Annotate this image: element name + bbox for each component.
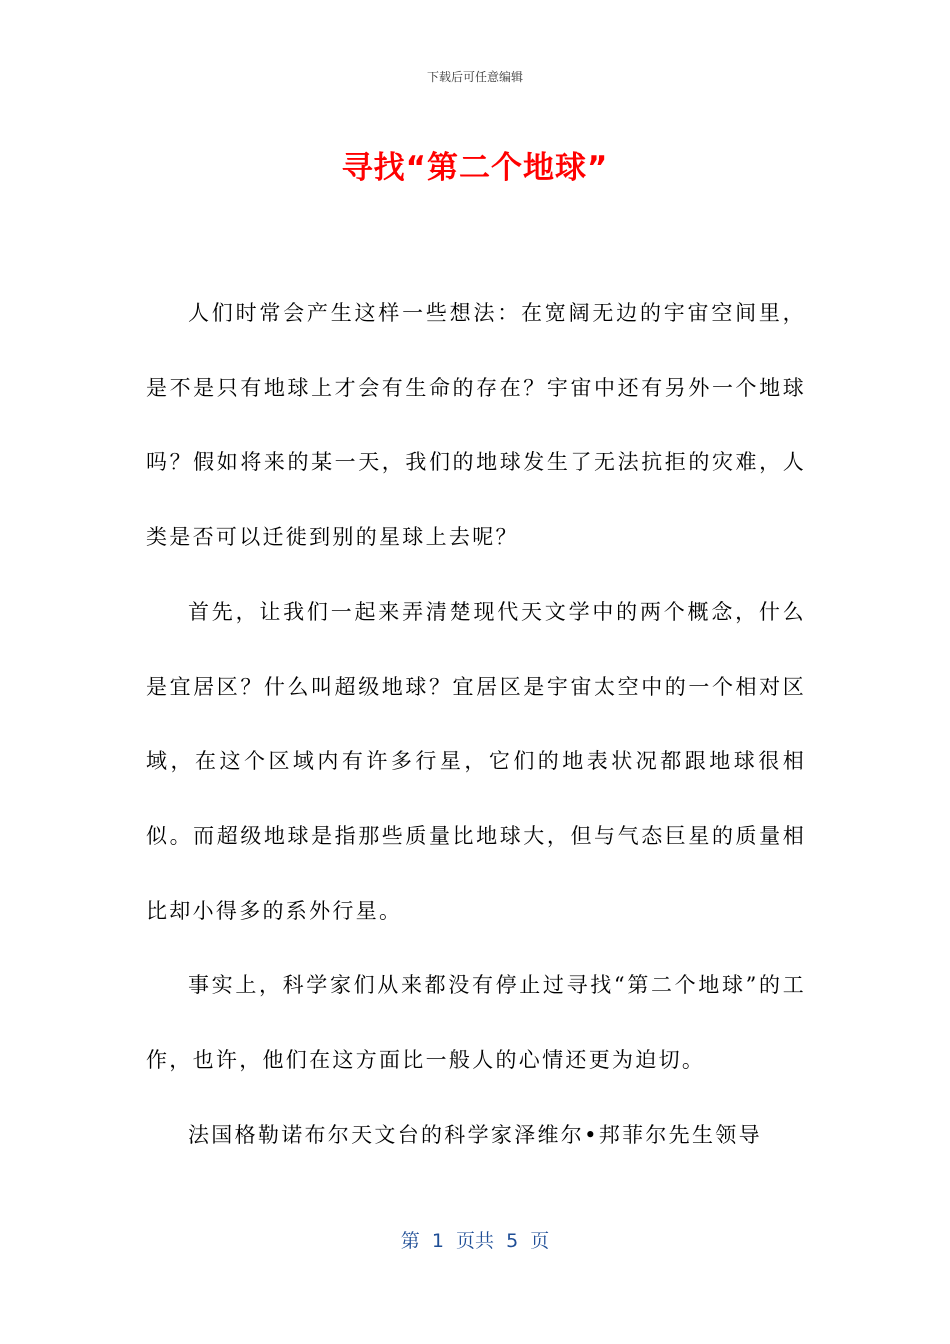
paragraph-3: 事实上，科学家们从来都没有停止过寻找“第二个地球”的工作，也许，他们在这方面比一般人的心情还更为迫切。 (146, 973, 806, 1073)
page-footer: 第 1 页共 5 页 (400, 1230, 550, 1252)
paragraph-4: 法国格勒诺布尔天文台的科学家泽维尔•邦菲尔先生领导 (188, 1122, 762, 1147)
header-note: 下载后可任意编辑 (426, 70, 523, 84)
paragraph-1: 人们时常会产生这样一些想法：在宽阔无边的宇宙空间里，是不是只有地球上才会有生命的存在？宇宙中还有另外一个地球吗？假如将来的某一天，我们的地球发生了无法抗拒的灾难，人类是否可以迁徙到别的星球上去呢？ (146, 301, 806, 550)
document-body (146, 276, 806, 1172)
document-title: 寻找“第二个地球” (341, 150, 609, 186)
paragraph-2: 首先，让我们一起来弄清楚现代天文学中的两个概念，什么是宜居区？什么叫超级地球？宜居区是宇宙太空中的一个相对区域，在这个区域内有许多行星，它们的地表状况都跟地球很相似。而超级地球是指那些质量比地球大，但与气态巨星的质量相比却小得多的系外行星。 (146, 599, 806, 923)
